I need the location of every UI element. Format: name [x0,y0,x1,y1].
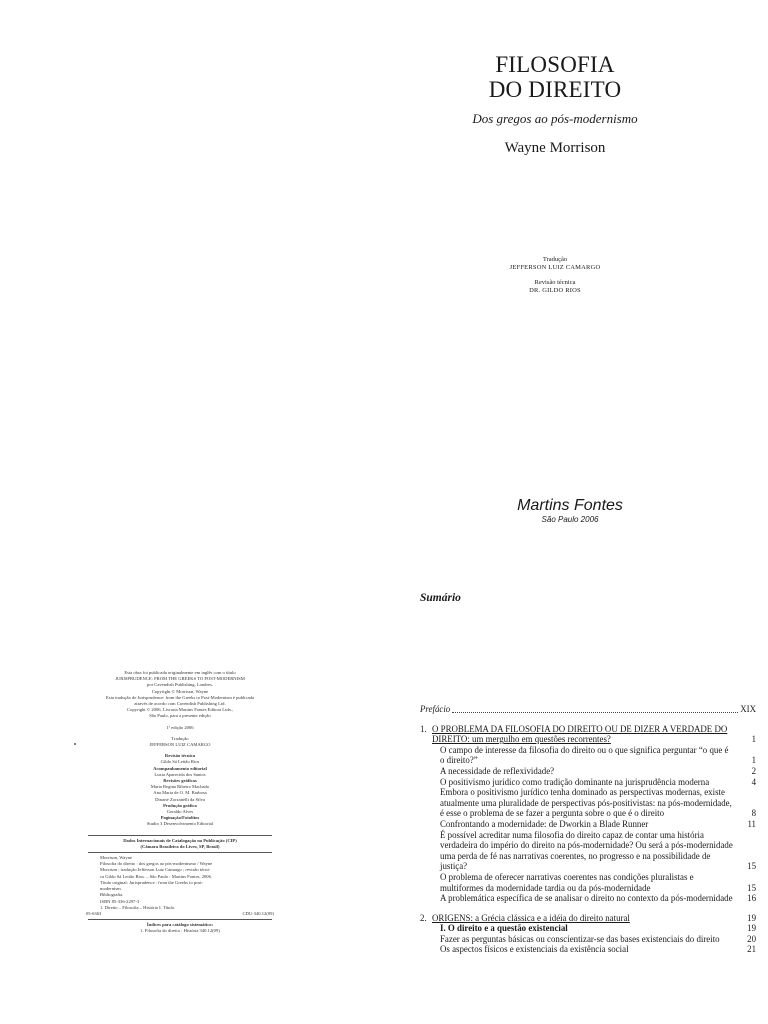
copyright-page [80,670,280,935]
toc-entry [440,893,756,904]
toc-entry [440,819,756,830]
cip-subtitle: (Câmara Brasileira do Livro, SP, Brasil) [140,843,220,849]
copyright-line: por Cavendish Publishing, Londres. [147,682,213,688]
toc-preface [420,704,756,715]
chapter-entries [432,745,756,904]
entry-label: Fazer as perguntas básicas ou conscientizar-se das bases existenciais do direito [440,933,720,944]
divider [88,835,272,836]
page-mark [74,743,76,745]
entry-page: 20 [747,933,756,944]
entry-page: 8 [751,808,756,819]
toc-entry [440,872,756,893]
entry-label: O problema de oferecer narrativas coerentes nas condições pluralistas e multiformes da modernidade tardia ou da pós-modernidade [440,871,694,893]
toc-entry [440,923,756,934]
translator-name: JEFFERSON LUIZ CAMARGO [149,742,211,748]
entry-page: 16 [747,893,756,904]
credit-role: Revisão técnica [164,753,196,759]
table-of-contents [420,704,756,955]
cip-line: ca Gildo Sá Leitão Rios. – São Paulo : Martins Fontes, 2006. [100,873,213,879]
copyright-line: Copyright © 2006, Livraria Martins Fontes Editora Ltda., [126,707,234,713]
chapter-number: 2. [420,912,427,923]
leader-dots [452,712,738,713]
entry-page: 2 [751,765,756,776]
chapter-body [432,724,756,904]
credit-name: Ana Maria de O. M. Barbosa [153,790,207,796]
cip-line: Filosofia do direito : dos gregos ao pós-modernismo / Wayne [100,861,213,867]
title-credits [470,256,640,295]
chapter-number: 1. [420,723,427,734]
credit-name: Maria Regina Ribeiro Machado [150,784,210,790]
copyright-line: Copyright © Morrison, Wayne [151,688,209,694]
entry-label: Os aspectos físicos e existenciais da existência social [440,944,629,955]
cip-line: Título original: Jurisprudence : from the Greeks to post- [100,879,204,885]
book-subtitle: Dos gregos ao pós-modernismo [472,111,638,126]
entry-label: Confrontando a modernidade: de Dworkin a Blade Runner [440,818,649,829]
copyright-line: São Paulo, para a presente edição [149,713,211,719]
toc-chapter [420,724,756,904]
entry-label: O positivismo jurídico como tradição dominante na jurisprudência moderna [440,776,710,787]
book-title-line2: DO DIREITO [488,77,622,102]
entry-page: 21 [747,944,756,955]
toc-preface-label: Prefácio [420,704,451,714]
entry-page: 19 [747,923,756,934]
cip-line: 1. Direito – Filosofia – História I. Título. [100,904,176,910]
publisher-block [500,497,640,524]
credit-name: Gildo Sá Leitão Rios [160,759,200,765]
cip-code-right: CDU-340.12(09) [242,910,274,916]
review-label: Revisão técnica [534,279,576,286]
contents-heading: Sumário [420,592,461,604]
toc-entry [440,787,756,819]
chapter-body [432,913,756,955]
entry-page: 4 [751,776,756,787]
publisher-place: São Paulo 2006 [541,515,599,524]
copyright-line: JURISPRUDENCE: FROM THE GREEKS TO POST-MODERNISM [115,676,245,682]
chapter-page: 19 [747,912,756,923]
book-author: Wayne Morrison [504,140,606,156]
chapter-title-row [432,724,756,745]
cip-line: Morrison ; tradução Jefferson Luiz Camargo ; revisão técni- [100,867,211,873]
entry-page: 15 [747,882,756,893]
credit-name: Studio 3 Desenvolvimento Editorial [146,821,214,827]
credit-role: Produção gráfica [163,802,197,808]
index-line: 1. Filosofia do direito : História 340.12(09) [140,928,220,934]
entry-label: A problemática específica de se analisar o direito no contexto da pós-modernidade [440,893,733,904]
cip-code-left: 05-6363 [86,910,102,916]
entry-page: 11 [747,818,756,829]
cip-line: Morrison, Wayne [100,855,132,861]
index-title: Índices para catálogo sistemático: [146,922,214,928]
book-title-line1: FILOSOFIA [495,52,615,77]
entry-page: 1 [751,755,756,766]
chapter-entries [432,923,756,955]
entry-label: O campo de interesse da filosofia do direito ou o que significa perguntar “o que é o direito?” [440,744,729,766]
toc-preface-page: XIX [740,704,756,714]
title-block [440,52,670,157]
cip-codes [80,911,280,917]
toc-entry [440,934,756,945]
edition-line: 1ª edição 2006 [166,724,194,730]
publisher-name: Martins Fontes [517,497,623,514]
copyright-line: através de acordo com Cavendish Publishing Ltd. [134,701,226,707]
translation-label: Tradução [171,735,189,741]
toc-entry [440,830,756,872]
credit-name: Luzia Aparecida dos Santos [154,771,206,777]
entry-label: É possível acreditar numa filosofia do direito capaz de contar uma história verdadeira do império do direito na pós-modernidade? Ou será a pós-modernidade uma perda de fé nas narrativas coerentes, no progresso e na possibilidade de justiça? [440,829,733,872]
divider [88,919,272,920]
chapter-page: 1 [751,734,756,745]
credit-role: Paginação/Fotolitos [160,815,200,821]
translation-label: Tradução [542,256,568,263]
reviewer-name: DR. GILDO RIOS [529,287,581,294]
chapter-title: O PROBLEMA DA FILOSOFIA DO DIREITO OU DE DIZER A VERDADE DO DIREITO: um mergulho em questões recorrentes? [432,723,728,745]
entry-label: I. O direito e a questão existencial [440,923,568,934]
cip-line: modernism. [100,886,122,892]
toc-chapter [420,913,756,955]
copyright-line: Esta obra foi publicada originalmente em inglês com o título [124,670,236,675]
divider [88,852,272,853]
chapter-title: ORIGENS: a Grécia clássica e a idéia do direito natural [432,912,630,923]
spacer [80,828,280,833]
cip-title: Dados Internacionais de Catalogação na Publicação (CIP) [123,837,237,843]
entry-label: A necessidade de reflexividade? [440,765,555,776]
entry-label: Embora o positivismo jurídico tenha dominado as perspectivas modernas, existe atualmente uma pluralidade de perspectivas pós-positivistas: na pós-modernidade, é esse o problema de se fazer a pergunta sobre o que é o direito [440,787,732,819]
credit-name: Dinarte Zorzanelli da Silva [155,796,205,802]
toc-entry [440,944,756,955]
cip-line: Bibliografia. [100,892,124,898]
entry-page: 15 [747,861,756,872]
credit-role: Revisões gráficas [163,778,197,784]
cip-line: ISBN 85-336-2297-3 [100,898,140,904]
copyright-line: Esta tradução de Jurisprudence: from the Greeks to Post-Modernism é publicada [106,694,254,700]
chapter-title-row [432,913,756,924]
credit-role: Acompanhamento editorial [153,765,207,771]
toc-entry [440,766,756,777]
toc-entry [440,745,756,766]
translator-name: JEFFERSON LUIZ CAMARGO [509,264,601,271]
credit-name: Geraldo Alves [166,809,194,815]
toc-entry [440,777,756,788]
